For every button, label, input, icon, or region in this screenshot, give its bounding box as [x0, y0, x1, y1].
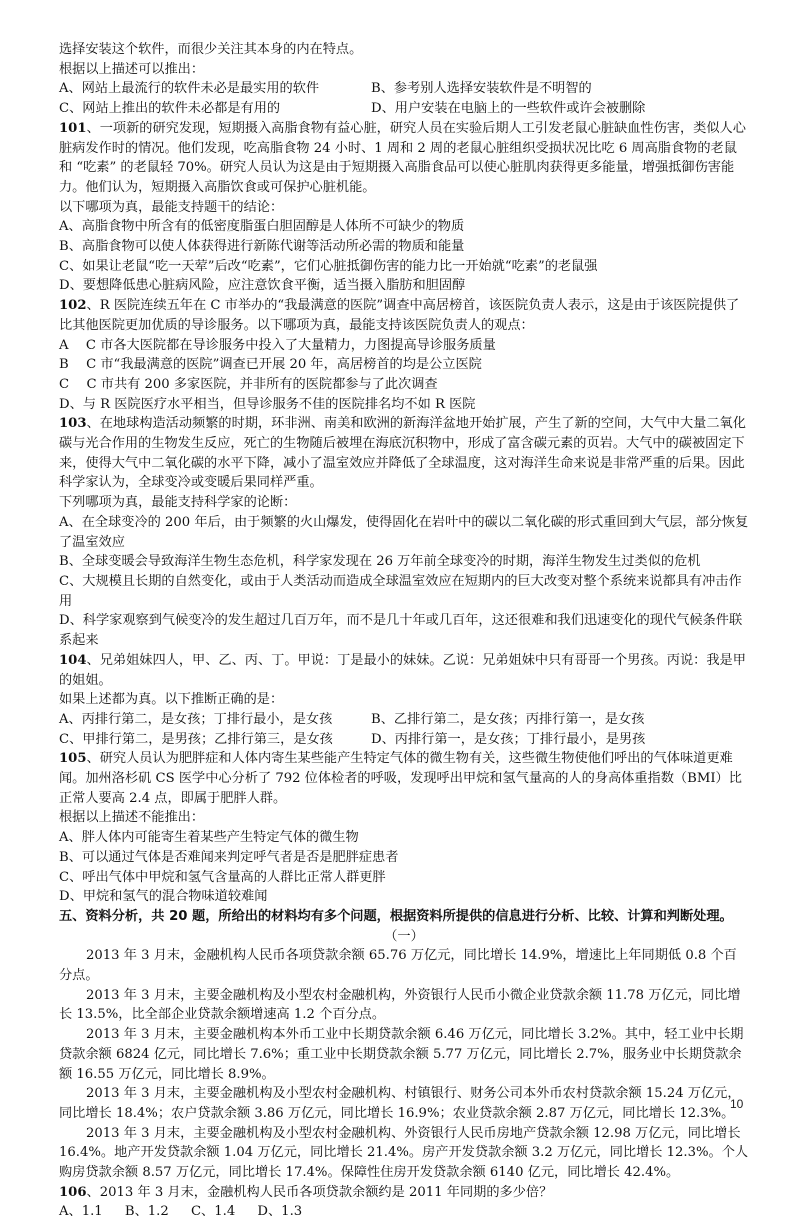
question-prompt: 如果上述都为真。以下推断正确的是：: [59, 692, 284, 708]
question-prompt: 下列哪项为真，最能支持科学家的论断：: [59, 495, 297, 511]
option-d: D、要想降低患心脏病风险，应注意饮食平衡，适当摄入脂肪和胆固醇: [59, 278, 466, 294]
option-c: C、甲排行第二，是男孩；乙排行第三，是女孩: [59, 731, 333, 747]
question-stem: 、2013 年 3 月末，金融机构人民币各项贷款余额约是 2011 年同期的多少倍？: [86, 1184, 553, 1200]
option-d: D、与 R 医院医疗水平相当，但导诊服务不佳的医院排名均不如 R 医院: [59, 396, 476, 412]
option-d: D、科学家观察到气候变冷的发生超过几百万年，而不是几十年或几百年，这还很难和我们迅速变化的现代气候条件联系起来: [59, 613, 743, 649]
question-stem: 、一项新的研究发现，短期摄入高脂食物有益心脏，研究人员在实验后期人工引发老鼠心脏缺血性伤害，类似人心脏病发作时的情况。他们发现，吃高脂食物 24 小时、1 周和 2 周的老鼠心脏组织受损状况比吃 6 周高脂食物的老鼠和 “吃素” 的老鼠轻 70%。研究人员认为这是由于短期摄入高脂食品可以使心脏肌肉获得更多能量，增强抵御伤害能力。他们认为，短期摄入高脂饮食或可保护心脏机能。: [59, 120, 746, 195]
option-d: D、丙排行第一，是女孩；丁排行最小，是男孩: [371, 731, 646, 747]
material-paragraph: 2013 年 3 月末，主要金融机构及小型农村金融机构，外资银行人民币小微企业贷款余额 11.78 万亿元，同比增长 13.5%，比全部企业贷款余额增速高 1.2 个百分点。: [59, 987, 741, 1023]
material-paragraph: 2013 年 3 月末，主要金融机构及小型农村金融机构、外资银行人民币房地产贷款余额 12.98 万亿元，同比增长 16.4%。地产开发贷款余额 1.04 万亿元，同比增长 21.4%。房产开发贷款余额 3.2 万亿元，同比增长 12.3%。个人购房贷款余额 8.57 万亿元，同比增长 17.4%。保障性住房开发贷款余额 6140 亿元，同比增长 42.4%。: [59, 1125, 749, 1181]
question-number: 105: [59, 751, 87, 767]
option-a: A、在全球变冷的 200 年后，由于频繁的火山爆发，使得固化在岩叶中的碳以二氧化碳的形式重回到大气层，部分恢复了温室效应: [59, 514, 749, 550]
option-c: C、呼出气体中甲烷和氢气含量高的人群比正常人群更胖: [59, 869, 386, 885]
option-c: C、如果让老鼠“吃一天荤”后改“吃素”，它们心脏抵御伤害的能力比一开始就“吃素”的老鼠强: [59, 258, 598, 274]
option-b: B、高脂食物可以使人体获得进行新陈代谢等活动所必需的物质和能量: [59, 239, 465, 255]
question-prompt: 根据以上描述不能推出：: [59, 810, 205, 826]
option-d: D、用户安装在电脑上的一些软件或许会被删除: [371, 101, 646, 117]
option-b: B、1.2: [124, 1204, 169, 1220]
option-c: C C 市共有 200 多家医院，并非所有的医院都参与了此次调查: [59, 376, 438, 392]
options-row: [59, 710, 749, 730]
continued-text: 选择安装这个软件，而很少关注其本身的内在特点。: [59, 42, 363, 57]
question-prompt: 根据以上描述可以推出：: [59, 61, 205, 77]
option-a: A、网站上最流行的软件未必是最实用的软件: [59, 81, 320, 97]
question-number: 103: [59, 416, 87, 432]
question-prompt: 以下哪项为真，最能支持题干的结论：: [59, 199, 284, 215]
question-104: [59, 651, 749, 690]
question-stem: 、R 医院连续五年在 C 市举办的“我最满意的医院”调查中高居榜首，该医院负责人表示，这是由于该医院提供了比其他医院更加优质的导诊服务。以下哪项为真，最能支持该医院负责人的观点：: [59, 298, 740, 333]
question-102: [59, 296, 749, 335]
question-stem: 、研究人员认为肥胖症和人体内寄生某些能产生特定气体的微生物有关，这些微生物使他们呼出的气体味道更难闻。加州洛杉矶 CS 医学中心分析了 792 位体检者的呼吸，发现呼出甲烷和氢气量高的人的身高体重指数（BMI）比正常人要高 2.4 点，即属于肥胖人群。: [59, 751, 742, 806]
options-row: [59, 79, 749, 99]
option-a: A、胖人体内可能寄生着某些产生特定气体的微生物: [59, 830, 359, 846]
question-103: [59, 414, 749, 493]
question-number: 102: [59, 298, 87, 314]
question-number: 106: [59, 1184, 87, 1200]
option-c: C、1.4: [190, 1204, 236, 1220]
option-d: D、1.3: [257, 1204, 303, 1220]
material-paragraph: 2013 年 3 月末，金融机构人民币各项贷款余额 65.76 万亿元，同比增长 14.9%，增速比上年同期低 0.8 个百分点。: [59, 948, 737, 984]
page-number: 10: [730, 1097, 744, 1111]
option-a: A、高脂食物中所含有的低密度脂蛋白胆固醇是人体所不可缺少的物质: [59, 219, 465, 235]
options-row: [59, 1202, 749, 1222]
option-a: A C 市各大医院都在导诊服务中投入了大量精力，力图提高导诊服务质量: [59, 337, 496, 353]
question-stem: 、在地球构造活动频繁的时期，环非洲、南美和欧洲的新海洋盆地开始扩展，产生了新的空间，大气中大量二氧化碳与光合作用的生物发生反应，死亡的生物随后被埋在海底沉积物中，形成了富含碳元素的页岩。大气中的碳被固定下来，使得大气中二氧化碳的水平下降，减小了温室效应并降低了全球温度，这对海洋生命来说是非常严重的后果。因此科学家认为，全球变冷或变暖后果同样严重。: [59, 416, 746, 491]
question-105: [59, 749, 749, 808]
option-b: B、全球变暖会导致海洋生物生态危机，科学家发现在 26 万年前全球变冷的时期，海洋生物发生过类似的危机: [59, 554, 701, 570]
option-c: C、网站上推出的软件未必都是有用的: [59, 101, 281, 117]
question-number: 104: [59, 652, 87, 668]
option-b: B、乙排行第二，是女孩；丙排行第一，是女孩: [371, 711, 645, 727]
option-b: B C 市“我最满意的医院”调查已开展 20 年，高居榜首的均是公立医院: [59, 357, 482, 373]
question-106: [59, 1183, 749, 1203]
material-paragraph: 2013 年 3 月末，主要金融机构本外币工业中长期贷款余额 6.46 万亿元，同比增长 3.2%。其中，轻工业中长期贷款余额 6824 亿元，同比增长 7.6%；重工业中长期贷款余额 5.77 万亿元，同比增长 2.7%，服务业中长期贷款余额 16.55 万亿元，同比增长 8.9%。: [59, 1027, 744, 1082]
section-heading: 五、资料分析，共 20 题，所给出的材料均有多个问题，根据资料所提供的信息进行分析、比较、计算和判断处理。: [59, 908, 733, 924]
question-stem: 、兄弟姐妹四人，甲、乙、丙、丁。甲说：丁是最小的妹妹。乙说：兄弟姐妹中只有哥哥一个男孩。丙说：我是甲的姐姐。: [59, 652, 746, 688]
options-row: [59, 730, 749, 750]
material-paragraph: 2013 年 3 月末，主要金融机构及小型农村金融机构、村镇银行、财务公司本外币农村贷款余额 15.24 万亿元，同比增长 18.4%；农户贷款余额 3.86 万亿元，同比增长 16.9%；农业贷款余额 2.87 万亿元，同比增长 12.3%。: [59, 1086, 741, 1121]
option-a: A、丙排行第二，是女孩；丁排行最小，是女孩: [59, 711, 333, 727]
question-number: 101: [59, 120, 87, 136]
options-row: [59, 99, 749, 119]
option-c: C、大规模且长期的自然变化，或由于人类活动而造成全球温室效应在短期内的巨大改变对整个系统来说都具有冲击作用: [59, 573, 742, 609]
part-label: （一）: [384, 928, 424, 944]
option-b: B、参考别人选择安装软件是不明智的: [371, 81, 592, 97]
document-page: [59, 40, 749, 1222]
question-101: [59, 119, 749, 198]
option-b: B、可以通过气体是否难闻来判定呼气者是否是肥胖症患者: [59, 849, 399, 865]
option-d: D、甲烷和氢气的混合物味道较难闻: [59, 889, 268, 905]
option-a: A、1.1: [59, 1204, 103, 1220]
